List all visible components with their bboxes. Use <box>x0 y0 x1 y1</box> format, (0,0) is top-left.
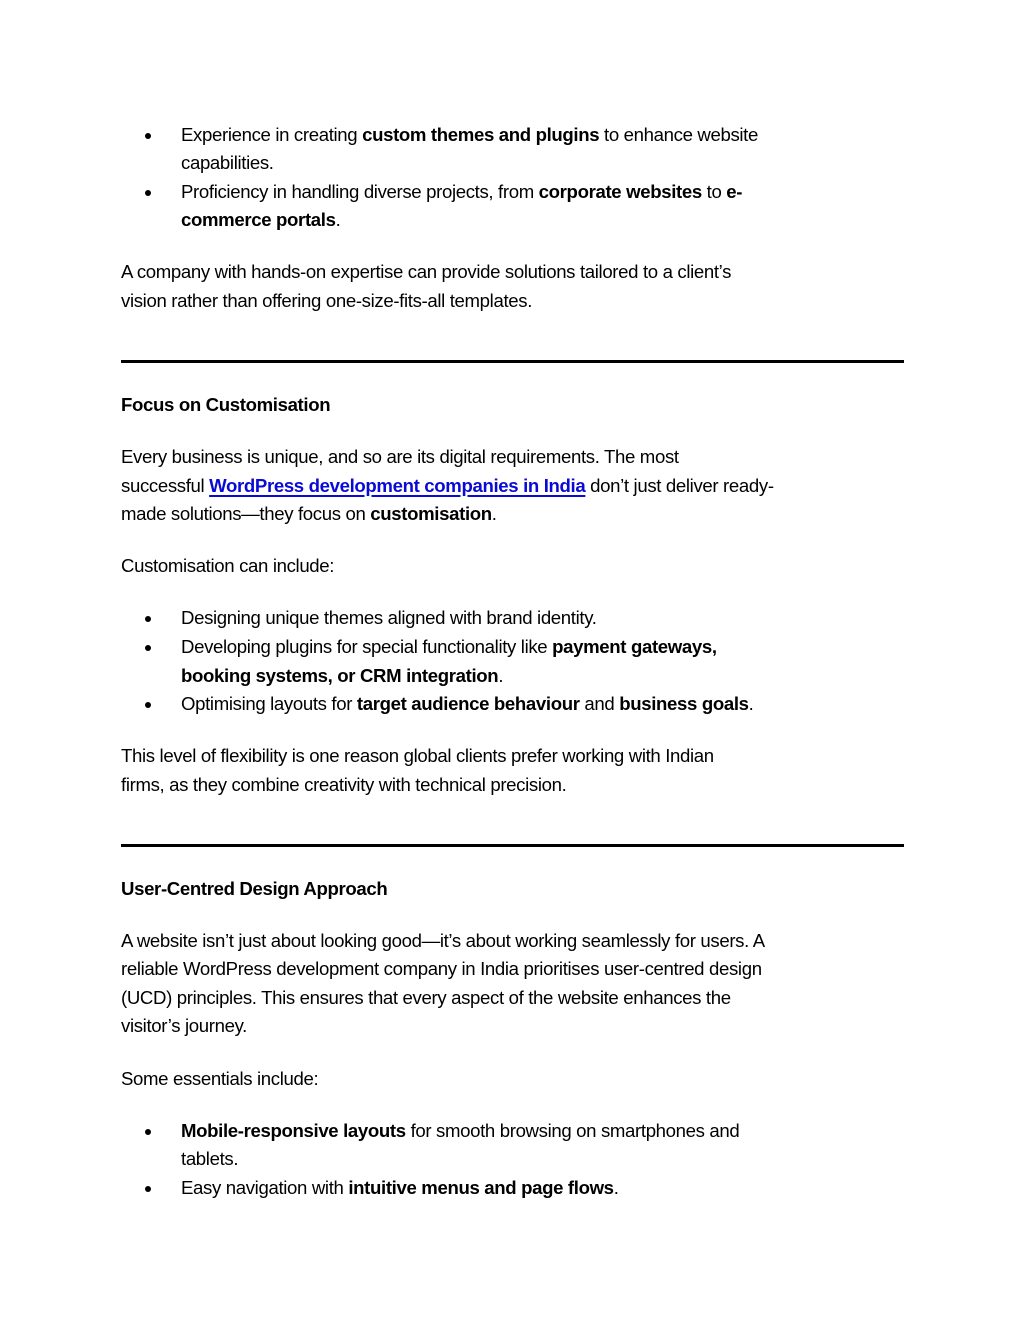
list-item-line: booking systems, or CRM integration. <box>181 665 504 686</box>
list-item-line: Developing plugins for special functionality like payment gateways, <box>181 636 717 657</box>
horizontal-rule <box>121 844 904 847</box>
bullet-icon <box>145 645 151 651</box>
ucd-intro: Some essentials include: <box>121 1068 319 1089</box>
horizontal-rule <box>121 360 904 363</box>
list-item-line: commerce portals. <box>181 209 341 230</box>
section-heading-customisation: Focus on Customisation <box>121 394 331 415</box>
list-item-line: Designing unique themes aligned with brand identity. <box>181 607 597 628</box>
list-item-line: Mobile-responsive layouts for smooth browsing on smartphones and <box>181 1120 740 1141</box>
list-item-line: Experience in creating custom themes and plugins to enhance website <box>181 124 758 145</box>
bullet-icon <box>145 616 151 622</box>
bullet-icon <box>145 1129 151 1135</box>
wordpress-companies-india-link[interactable]: WordPress development companies in India <box>209 475 586 496</box>
bullet-icon <box>145 133 151 139</box>
bullet-icon <box>145 702 151 708</box>
bullet-icon <box>145 1186 151 1192</box>
list-item-line: Optimising layouts for target audience behaviour and business goals. <box>181 693 754 714</box>
section-heading-ucd: User-Centred Design Approach <box>121 878 388 899</box>
bullet-icon <box>145 190 151 196</box>
list-item-line: tablets. <box>181 1148 239 1169</box>
customisation-intro: Customisation can include: <box>121 555 335 576</box>
list-item-line: Easy navigation with intuitive menus and page flows. <box>181 1177 619 1198</box>
list-item-line: Proficiency in handling diverse projects, from corporate websites to e- <box>181 181 743 202</box>
list-item-line: capabilities. <box>181 152 274 173</box>
